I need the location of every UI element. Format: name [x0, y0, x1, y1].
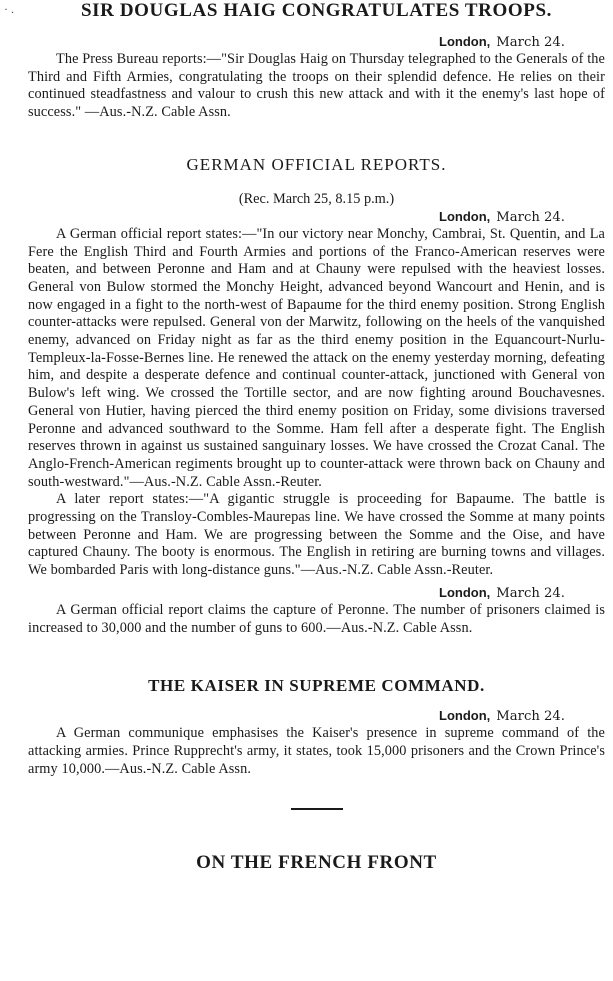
german-dateline-1-city: London,: [439, 208, 491, 224]
german-report-para-2: A later report states:—"A gigantic struggle is proceeding for Bapaume. The battle is progressing on the Transloy-Combles-Maurepas line. We have crossed the Somme at many points between Peronne and Ham. We are progressing between the Somme and the Oise, and have captured Chauny. The booty is enormous. The English in retiring are burning towns and villages. We bombarded Paris with long-distance guns."—Aus.-N.Z. Cable Assn.-Reuter.: [28, 491, 605, 579]
kaiser-body: A German communique emphasises the Kaiser's presence in supreme command of the attacking armies. Prince Rupprecht's army, it states, took 15,000 prisoners and the Crown Prince's army 10,000.—Aus.-N.Z. Cable Assn.: [28, 725, 605, 777]
german-dateline-1-date: March 24.: [496, 209, 565, 225]
german-dateline-1: [28, 208, 605, 226]
kaiser-headline: THE KAISER IN SUPREME COMMAND.: [148, 676, 485, 696]
german-report-para-3: A German official report claims the capture of Peronne. The number of prisoners claimed is increased to 30,000 and the number of guns to 600.—Aus.-N.Z. Cable Assn.: [28, 601, 605, 636]
haig-headline: SIR DOUGLAS HAIG CONGRATULATES TROOPS.: [81, 0, 552, 21]
haig-dateline-city: London,: [439, 34, 491, 49]
received-note: (Rec. March 25, 8.15 p.m.): [238, 190, 395, 207]
german-dateline-2-date: March 24.: [496, 585, 565, 601]
german-report-para-1: A German official report states:—"In our victory near Monchy, Cambrai, St. Quentin, and La Fere the English Third and Fourth Armies and portions of the Franco-American reserves were beaten, and between Peronne and Ham and at Chauny were repulsed with the heaviest losses. General von Bulow stormed the Monchy Height, advanced beyond Wancourt and Henin, and is now engaged in a fight to the north-west of Bapaume for the third enemy position. Strong English counter-attacks were repulsed. General von der Marwitz, following on the heels of the vanquished enemy, advanced on Friday night as far as the third enemy position in the Equancourt-Nurlu-Templeux-la-Fosse-Bernes line. He renewed the attack on the enemy yesterday morning, defeating him, and despite a desperate defence and continual counter-attack, junctioned with General von Bulow's left wing. We crossed the Tortille sector, and are now fighting around Bouchavesnes. General von Hutier, having pierced the third enemy position on Friday, some divisions traversed Peronne and advanced southward to the Somme. Ham fell after a desperate fight. The English reserves thrown in against us sustained sanguinary losses. We have crossed the Crozat Canal. The Anglo-French-American regiments brought up to counter-attack were thrown back on Chauny and south-westward."—Aus.-N.Z. Cable Assn.-Reuter.: [28, 225, 605, 490]
german-dateline-2: [28, 584, 605, 602]
print-speck: · .: [4, 2, 14, 16]
kaiser-dateline: [28, 707, 605, 725]
kaiser-dateline-city: London,: [439, 708, 491, 724]
kaiser-dateline-date: March 24.: [496, 709, 565, 725]
haig-body: The Press Bureau reports:—"Sir Douglas Haig on Thursday telegraphed to the Generals of the Third and Fifth Armies, congratulating the troops on their splendid defence. He relies on their continued steadfastness and valour to crush this new attack and with it the enemy's last hope of success." —Aus.-N.Z. Cable Assn.: [28, 51, 605, 121]
section-divider: [291, 808, 343, 810]
haig-dateline-date: March 24.: [496, 35, 565, 50]
german-reports-headline: GERMAN OFFICIAL REPORTS.: [186, 154, 447, 174]
german-dateline-2-city: London,: [439, 584, 491, 600]
french-front-headline: ON THE FRENCH FRONT: [196, 852, 437, 874]
haig-dateline: [28, 33, 605, 51]
